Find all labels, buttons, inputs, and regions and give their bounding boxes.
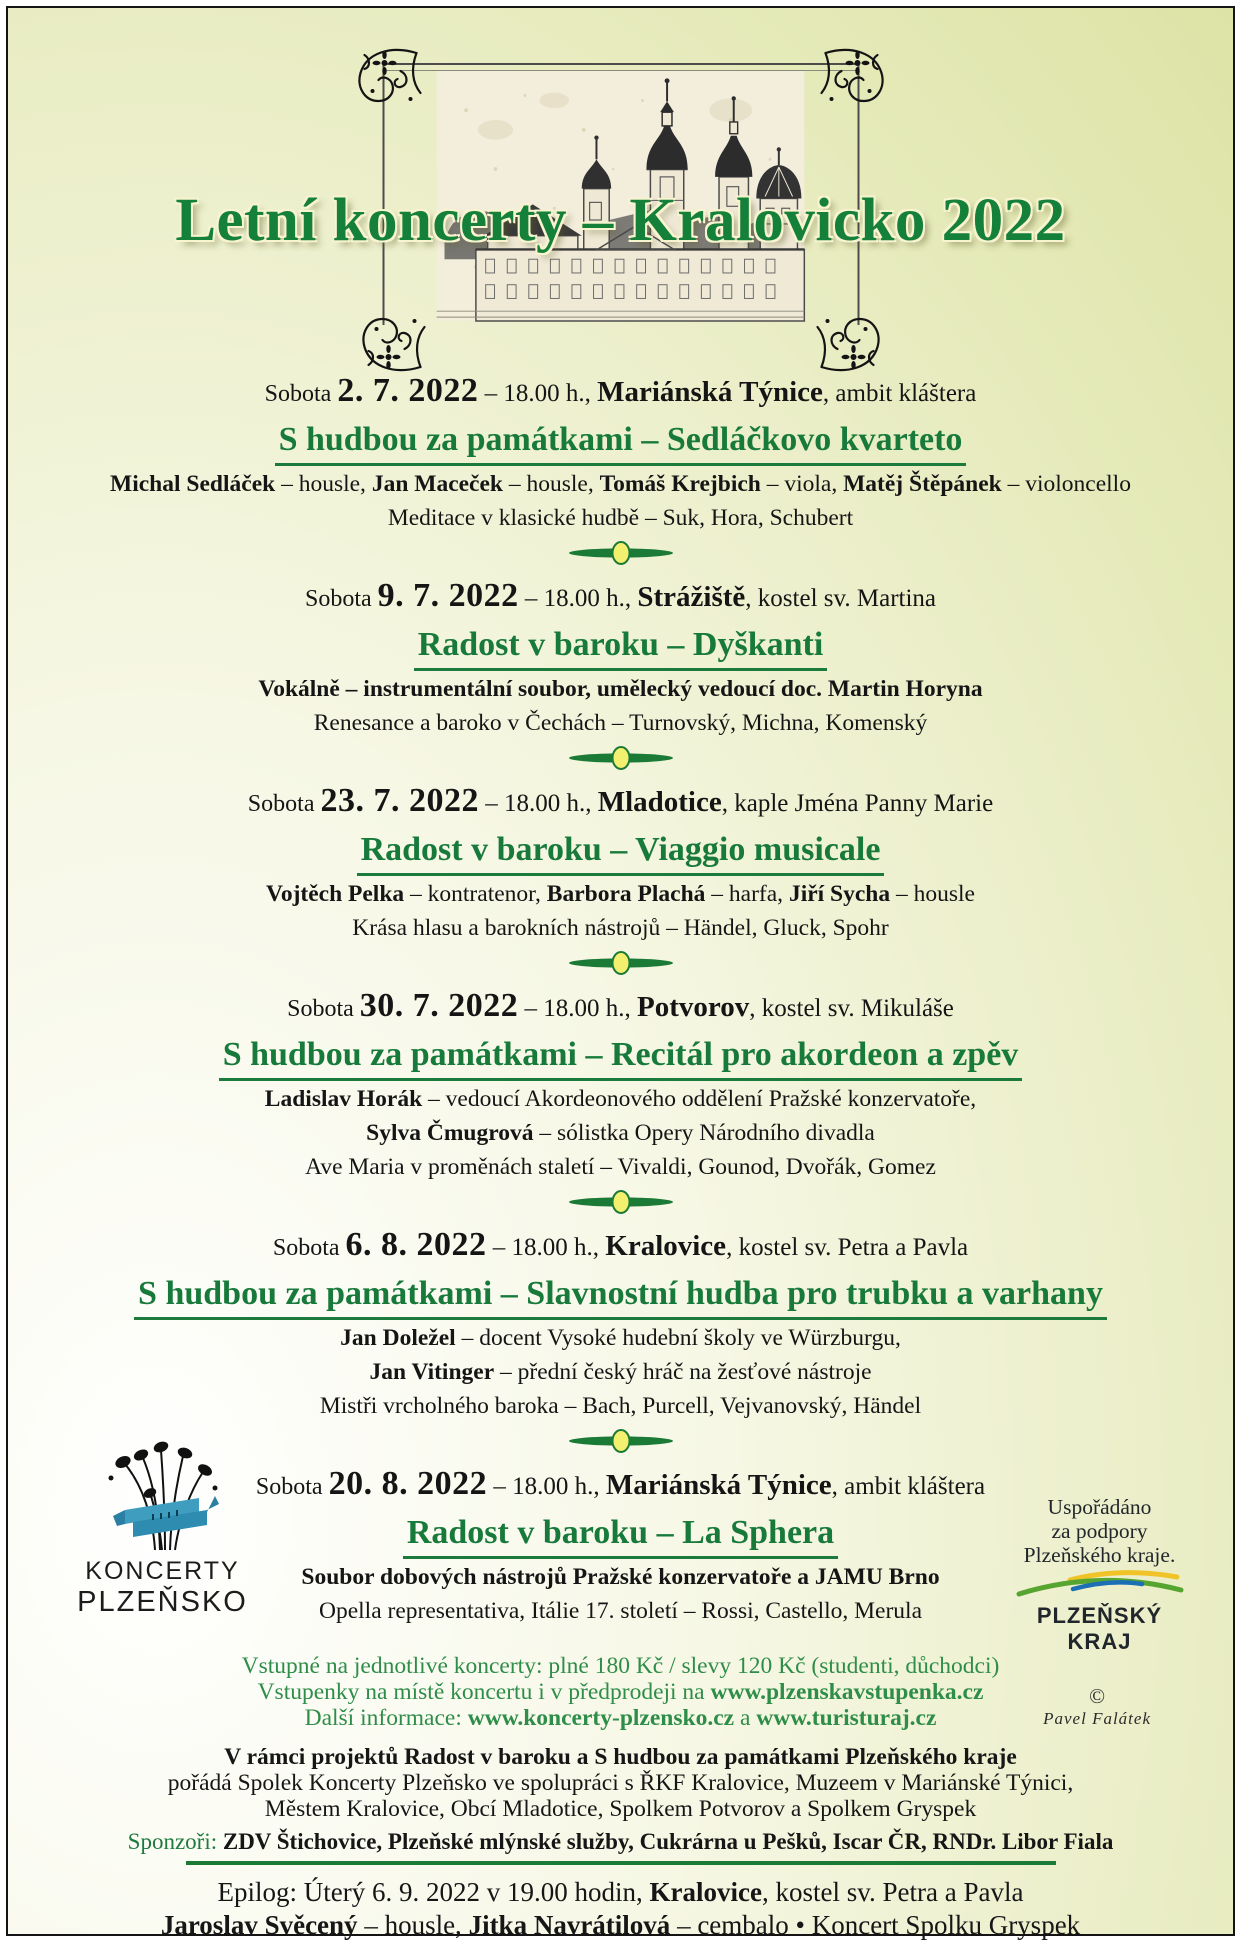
- text-segment: – 18.00 h.,: [518, 585, 638, 612]
- organizer-info: [8, 1744, 1233, 1822]
- concert-date-line: [8, 987, 1233, 1030]
- concert-detail-line: [8, 469, 1233, 500]
- author-credit: [1043, 1684, 1151, 1729]
- text-segment: – přední český hráč na žesťové nástroje: [494, 1359, 872, 1385]
- text-segment: Kralovice: [605, 1230, 727, 1262]
- text-segment: – cembalo • Koncert Spolku Gryspek: [670, 1910, 1081, 1940]
- plzensky-kraj-arcs-icon: [1015, 1567, 1185, 1597]
- concert-title-text: Radost v baroku – Viaggio musicale: [357, 830, 885, 876]
- text-segment: – 18.00 h.,: [478, 380, 598, 407]
- music-notes-bouquet-icon: [103, 1438, 223, 1550]
- corner-flourish-top-right: [821, 43, 891, 113]
- text-segment: Matěj Štěpánek: [843, 471, 1002, 497]
- text-segment: Ave Maria v proměnách staletí – Vivaldi, Gounod, Dvořák, Gomez: [305, 1154, 936, 1180]
- text-segment: – 18.00 h.,: [487, 1473, 606, 1500]
- concert-detail-line: [8, 708, 1233, 739]
- concert-title: [8, 625, 1233, 671]
- text-segment: – docent Vysoké hudební školy ve Würzburgu,: [455, 1325, 901, 1351]
- text-segment: Mladotice: [597, 786, 722, 818]
- corner-flourish-icon: [350, 43, 420, 113]
- concert-date-line: [8, 1226, 1233, 1269]
- text-segment: Sobota: [255, 1474, 329, 1500]
- concert-detail-line: [8, 1391, 1233, 1422]
- concert-detail-line: [8, 1118, 1233, 1149]
- sponsors-line: [8, 1829, 1233, 1855]
- leaf-separator-icon: [566, 1190, 676, 1214]
- text-segment: V rámci projektů Radost v baroku a S hudbou za památkami Plzeňského kraje: [224, 1744, 1017, 1770]
- text-segment: a: [734, 1705, 757, 1731]
- plzensky-kraj-label: PLZEŇSKÝ KRAJ: [1036, 1603, 1163, 1654]
- text-segment: , kostel sv. Martina: [745, 585, 937, 612]
- text-segment: Epilog: Úterý 6. 9. 2022 v 19.00 hodin,: [217, 1877, 650, 1907]
- concert-date-line: [8, 372, 1233, 415]
- project-line: [8, 1744, 1233, 1770]
- organizer-line-1: [8, 1770, 1233, 1796]
- text-segment: Ladislav Horák: [264, 1086, 423, 1112]
- text-segment: Vstupenky na místě koncertu i v předprodeji na: [257, 1679, 711, 1705]
- text-segment: Sobota: [304, 586, 378, 612]
- corner-flourish-icon: [354, 307, 424, 377]
- concert-title: [8, 830, 1233, 876]
- text-segment: Sobota: [272, 1235, 346, 1261]
- concert-date-line: [8, 782, 1233, 825]
- concert-detail-line: [8, 1323, 1233, 1354]
- text-segment: www.turisturaj.cz: [756, 1705, 937, 1731]
- corner-flourish-icon: [817, 307, 887, 377]
- text-segment: 9. 7. 2022: [377, 577, 519, 614]
- concert-detail-line: [8, 1152, 1233, 1183]
- concert-detail-line: [8, 503, 1233, 534]
- text-segment: Jan Vitinger: [369, 1359, 495, 1385]
- text-segment: – housle: [890, 881, 975, 907]
- text-segment: Jaroslav Svěcený: [160, 1910, 358, 1940]
- text-segment: Jan Maceček: [371, 471, 503, 497]
- text-segment: – housle,: [275, 471, 372, 497]
- poster: [6, 6, 1235, 1940]
- leaf-separator-icon: [566, 541, 676, 565]
- text-segment: , kostel sv. Mikuláše: [749, 995, 954, 1022]
- support-note-line-1: Uspořádáno: [1047, 1495, 1152, 1519]
- text-segment: – vedoucí Akordeonového oddělení Pražské konzervatoře,: [422, 1086, 977, 1112]
- leaf-separator-icon: [566, 951, 676, 975]
- concert-title-text: Radost v baroku – Dyškanti: [414, 625, 828, 671]
- concert-block-1: [8, 372, 1233, 534]
- concert-title-text: S hudbou za památkami – Slavnostní hudba pro trubku a varhany: [134, 1274, 1107, 1320]
- text-segment: 30. 7. 2022: [359, 987, 519, 1024]
- text-segment: 20. 8. 2022: [328, 1465, 488, 1502]
- divider-rule: [186, 1861, 1056, 1865]
- text-segment: – violoncello: [1001, 471, 1131, 497]
- concert-block-2: [8, 577, 1233, 739]
- separator-leaf-ornament: [566, 541, 676, 565]
- text-segment: Sobota: [247, 791, 321, 817]
- text-segment: , kostel sv. Petra a Pavla: [762, 1877, 1024, 1907]
- text-segment: Sponzoři:: [127, 1829, 223, 1854]
- text-segment: Městem Kralovice, Obcí Mladotice, Spolkem Potvorov a Spolkem Gryspek: [264, 1796, 977, 1822]
- concert-detail-line: [8, 674, 1233, 705]
- text-segment: , kostel sv. Petra a Pavla: [726, 1234, 969, 1261]
- separator-leaf-ornament: [566, 951, 676, 975]
- concert-block-4: [8, 987, 1233, 1183]
- text-segment: Potvorov: [637, 991, 750, 1023]
- text-segment: Mistři vrcholného baroka – Bach, Purcell, Vejvanovský, Händel: [319, 1393, 922, 1419]
- text-segment: Mariánská Týnice: [597, 376, 823, 408]
- text-segment: Jan Doležel: [340, 1325, 456, 1351]
- corner-flourish-bottom-left: [354, 307, 424, 377]
- concert-title: [8, 1035, 1233, 1081]
- concert-detail-line: [8, 913, 1233, 944]
- text-segment: Meditace v klasické hudbě – Suk, Hora, Schubert: [387, 505, 854, 531]
- support-note-line-2: za podpory: [1051, 1519, 1148, 1543]
- author-name: Pavel Falátek: [1043, 1709, 1151, 1728]
- separator-leaf-ornament: [566, 746, 676, 770]
- text-segment: – 18.00 h.,: [518, 995, 638, 1022]
- concert-title: [8, 1274, 1233, 1320]
- concert-detail-line: [8, 1084, 1233, 1115]
- text-segment: pořádá Spolek Koncerty Plzeňsko ve spolupráci s ŘKF Kralovice, Muzeem v Mariánské Týnici,: [167, 1770, 1074, 1796]
- separator-leaf-ornament: [566, 1190, 676, 1214]
- text-segment: Vojtěch Pelka: [266, 881, 405, 907]
- text-segment: – viola,: [760, 471, 844, 497]
- text-segment: 6. 8. 2022: [345, 1226, 487, 1263]
- text-segment: ZDV Štichovice, Plzeňské mlýnské služby, Cukrárna u Pešků, Iscar ČR, RNDr. Libor Fiala: [222, 1829, 1114, 1854]
- text-segment: – harfa,: [705, 881, 784, 907]
- text-segment: Mariánská Týnice: [605, 1469, 832, 1501]
- concert-detail-line: [8, 879, 1233, 910]
- text-segment: , ambit kláštera: [822, 380, 977, 407]
- text-segment: – housle,: [502, 471, 600, 497]
- text-segment: Sylva Čmugrová: [366, 1120, 534, 1146]
- organizer-line-2: [8, 1796, 1233, 1822]
- leaf-separator-icon: [566, 1429, 676, 1453]
- poster-header: [8, 8, 1233, 360]
- separator-leaf-ornament: [566, 1429, 676, 1453]
- concert-block-3: [8, 782, 1233, 944]
- concert-detail-line: [8, 1357, 1233, 1388]
- copyright-symbol: ©: [1089, 1684, 1106, 1708]
- text-segment: Sobota: [264, 381, 338, 407]
- text-segment: Sobota: [287, 996, 360, 1022]
- text-segment: Barbora Plachá: [546, 881, 706, 907]
- text-segment: Jitka Navrátilová: [468, 1910, 671, 1940]
- text-segment: www.plzenskavstupenka.cz: [710, 1679, 984, 1705]
- text-segment: Michal Sedláček: [110, 471, 276, 497]
- koncerty-logo-text-2: PLZEŇSKO: [77, 1586, 248, 1618]
- concert-title-text: Radost v baroku – La Sphera: [403, 1513, 838, 1559]
- text-segment: Soubor dobových nástrojů Pražské konzervatoře a JAMU Brno: [301, 1564, 940, 1590]
- ticket-price-line: [8, 1653, 1233, 1679]
- concert-title: [8, 420, 1233, 466]
- text-segment: – 18.00 h.,: [486, 1234, 606, 1261]
- text-segment: Jiří Sycha: [783, 881, 891, 907]
- concert-block-5: [8, 1226, 1233, 1422]
- text-segment: Tomáš Krejbich: [599, 471, 761, 497]
- support-note-line-3: Plzeňského kraje.: [1023, 1543, 1176, 1567]
- corner-flourish-bottom-right: [817, 307, 887, 377]
- text-segment: , ambit kláštera: [831, 1473, 986, 1500]
- text-segment: , kaple Jména Panny Marie: [721, 790, 994, 817]
- corner-flourish-top-left: [350, 43, 420, 113]
- concert-title-text: S hudbou za památkami – Recitál pro akordeon a zpěv: [219, 1035, 1023, 1081]
- text-segment: – 18.00 h.,: [478, 790, 598, 817]
- text-segment: 2. 7. 2022: [337, 372, 479, 409]
- text-segment: Krása hlasu a barokních nástrojů – Händel, Gluck, Spohr: [352, 915, 889, 941]
- text-segment: Renesance a baroko v Čechách – Turnovský, Michna, Komenský: [313, 710, 928, 736]
- koncerty-plzensko-logo: [70, 1438, 255, 1619]
- text-segment: – kontratenor,: [404, 881, 547, 907]
- poster-title: Letní koncerty – Kralovicko 2022: [175, 187, 1066, 254]
- epilog-line-1: [8, 1876, 1233, 1909]
- text-segment: www.koncerty-plzensko.cz: [467, 1705, 735, 1731]
- text-segment: – sólistka Opery Národního divadla: [533, 1120, 875, 1146]
- text-segment: Vstupné na jednotlivé koncerty: plné 180 Kč / slevy 120 Kč (studenti, důchodci): [241, 1653, 1000, 1679]
- koncerty-logo-text-1: KONCERTY: [85, 1557, 240, 1585]
- plzensky-kraj-block: [1002, 1495, 1197, 1655]
- epilog: [8, 1876, 1233, 1942]
- text-segment: – housle,: [357, 1910, 469, 1940]
- concert-date-line: [8, 577, 1233, 620]
- text-segment: Strážiště: [637, 581, 746, 613]
- text-segment: 23. 7. 2022: [320, 782, 479, 819]
- text-segment: Další informace:: [304, 1705, 468, 1731]
- corner-flourish-icon: [821, 43, 891, 113]
- text-segment: Vokálně – instrumentální soubor, umělecký vedoucí doc. Martin Horyna: [258, 676, 983, 702]
- text-segment: Opella representativa, Itálie 17. století – Rossi, Castello, Merula: [318, 1598, 922, 1624]
- leaf-separator-icon: [566, 746, 676, 770]
- text-segment: Kralovice: [649, 1877, 762, 1907]
- epilog-line-2: [8, 1909, 1233, 1942]
- concert-title-text: S hudbou za památkami – Sedláčkovo kvarteto: [275, 420, 967, 466]
